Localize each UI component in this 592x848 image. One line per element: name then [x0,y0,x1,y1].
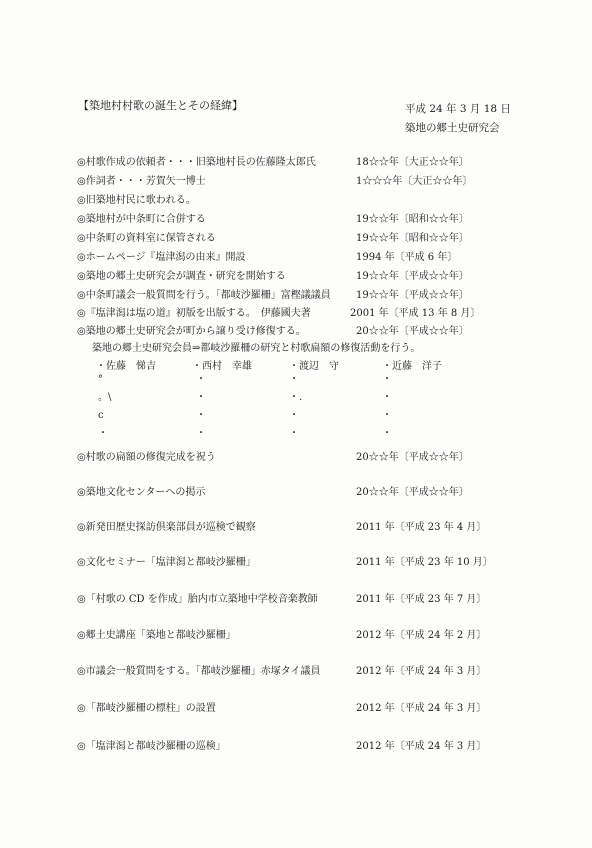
member-name: ・西村 幸雄 [192,361,252,372]
entry-text: ◎新発田歴史探訪倶楽部員が巡検で観察 [77,522,256,533]
entry-date: 2011 年〔平成 23 年 4 月〕 [356,522,487,533]
placeholder-mark: ・ [196,410,206,421]
entry-text: ◎築地の郷土史研究会が調査・研究を開始する [77,271,286,282]
entry-date: 20☆☆年〔平成☆☆年〕 [356,326,469,337]
entry-date: 19☆☆年〔昭和☆☆年〕 [356,233,469,244]
entry-text: ◎「村歌の CD を作成」胎内市立築地中学校音楽教師 [77,594,318,605]
placeholder-mark: ・ [289,374,299,385]
placeholder-mark: ° [98,374,103,385]
entry-date: 19☆☆年〔平成☆☆年〕 [356,290,469,301]
placeholder-mark: ・ [289,410,299,421]
entry-text: ◎市議会一般質問をする。「都岐沙羅柵」赤塚タイ議員 [77,666,321,677]
entry-date: 2012 年〔平成 24 年 3 月〕 [356,741,487,752]
entry-date: 2011 年〔平成 23 年 7 月〕 [356,594,487,605]
document-author: 築地の郷土史研究会 [405,122,500,134]
entry-text: ◎作詞者・・・芳賀矢一博士 [77,176,206,187]
entry-date: 2011 年〔平成 23 年 10 月〕 [356,557,493,568]
entry-text: ◎旧築地村民に歌われる。 [77,195,196,206]
entry-text: ◎中条町議会一般質問を行う。「都岐沙羅柵」富樫議議員 [77,290,331,301]
member-name: ・佐藤 悌吉 [96,361,156,372]
entry-date: 19☆☆年〔平成☆☆年〕 [356,271,469,282]
entry-date: 2012 年〔平成 24 年 2 月〕 [356,630,487,641]
entry-date: 18☆☆年〔大正☆☆年〕 [356,157,469,168]
entry-text: ◎郷土史講座「築地と都岐沙羅柵」 [77,630,236,641]
placeholder-mark: ・ [382,374,392,385]
entry-text: ◎築地文化センターへの掲示 [77,487,206,498]
entry-text: ◎ホームページ『塩津潟の由来』開設 [77,252,246,263]
entry-text: ◎築地村が中条町に合併する [77,214,206,225]
entry-date: 20☆☆年〔平成☆☆年〕 [356,487,469,498]
entry-text: ◎『塩津潟は塩の道』初版を出版する。 伊藤國夫著 [77,308,311,319]
placeholder-mark: 。\ [98,392,112,403]
entry-text: ◎村歌作成の依頼者・・・旧築地村長の佐藤隆太郎氏 [77,157,316,168]
placeholder-mark: ・ [98,428,108,439]
member-name: ・渡辺 守 [289,361,339,372]
entry-date: 20☆☆年〔平成☆☆年〕 [356,452,469,463]
entry-date: 2012 年〔平成 24 年 3 月〕 [356,703,487,714]
placeholder-mark: ・ [196,374,206,385]
entry-date: 19☆☆年〔昭和☆☆年〕 [356,214,469,225]
entry-date: 2001 年〔平成 13 年 8 月〕 [350,308,481,319]
placeholder-mark: ・ [382,392,392,403]
member-name: ・近藤 洋子 [382,361,442,372]
entry-text: ◎「都岐沙羅柵の標柱」の設置 [77,703,216,714]
entry-text: ◎築地の郷土史研究会が町から譲り受け修復する。 [77,326,306,337]
document-title: 【築地村村歌の誕生とその経緯】 [78,99,243,112]
document-date: 平成 24 年 3 月 18 日 [405,103,511,115]
members-note: 築地の郷土史研究会員⇒都岐沙羅柵の研究と村歌扁額の修復活動を行う。 [92,343,421,354]
placeholder-mark: ・ [289,428,299,439]
placeholder-mark: ・ [382,428,392,439]
entry-date: 2012 年〔平成 24 年 3 月〕 [356,666,487,677]
entry-date: 1994 年〔平成 6 年〕 [356,252,458,263]
placeholder-mark: ・ [196,428,206,439]
entry-text: ◎中条町の資料室に保管される [77,233,216,244]
entry-text: ◎村歌の扁額の修復完成を祝う [77,452,216,463]
placeholder-mark: ・ [196,392,206,403]
entry-date: 1☆☆☆年〔大正☆☆年〕 [356,176,473,187]
entry-text: ◎文化セミナー「塩津潟と都岐沙羅柵」 [77,557,256,568]
entry-text: ◎「塩津潟と都岐沙羅柵の巡検」 [77,741,226,752]
placeholder-mark: c [98,410,104,421]
placeholder-mark: ・. [289,392,303,403]
placeholder-mark: ・ [382,410,392,421]
